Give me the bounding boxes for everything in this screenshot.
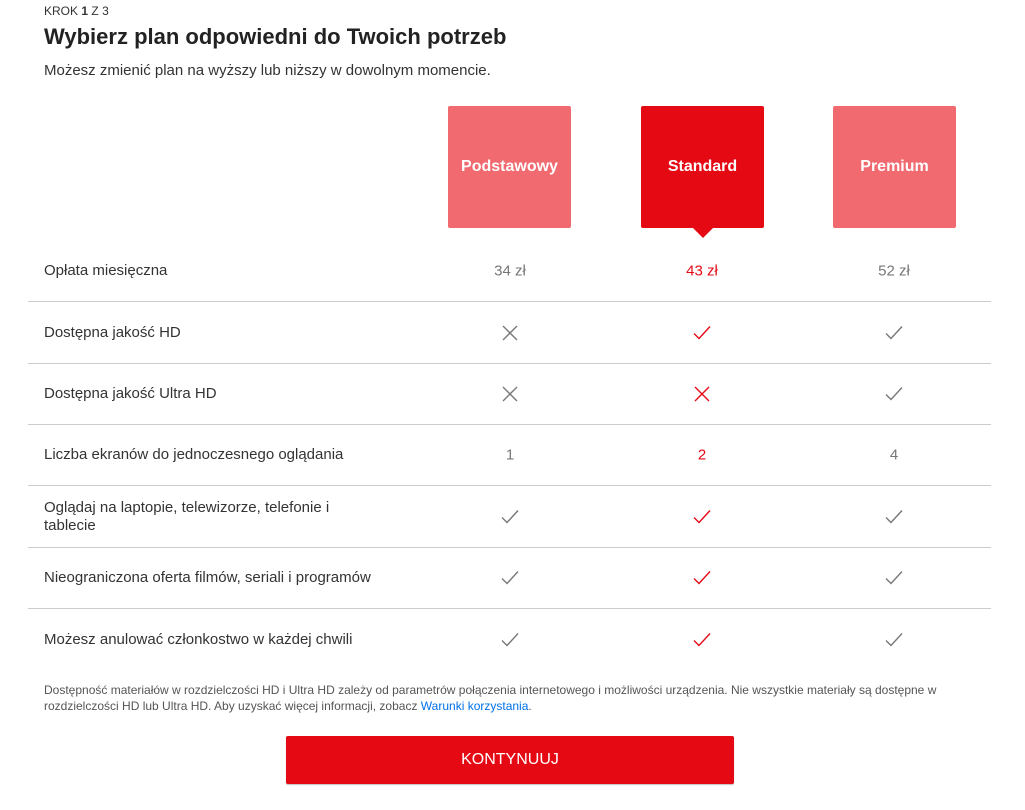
check-icon xyxy=(884,507,904,527)
check-icon xyxy=(692,507,712,527)
row-label: Liczba ekranów do jednoczesnego oglądania xyxy=(44,446,344,463)
table-row xyxy=(28,241,991,302)
plan-name: Standard xyxy=(667,158,738,175)
plan-podstawowy[interactable] xyxy=(448,106,571,228)
cell-value: 4 xyxy=(889,446,899,464)
plan-name: Podstawowy xyxy=(461,158,558,175)
table-row xyxy=(28,609,991,670)
row-label: Oglądaj na laptopie, telewizorze, telefonie i tablecie xyxy=(44,499,330,534)
table-row xyxy=(28,425,991,486)
plan-name: Premium xyxy=(860,158,929,175)
cell-value: 34 zł xyxy=(494,262,526,280)
row-label: Nieograniczona oferta filmów, seriali i programów xyxy=(44,569,371,586)
plan-standard[interactable] xyxy=(641,106,764,228)
check-icon xyxy=(500,568,520,588)
check-icon xyxy=(884,323,904,343)
row-label: Dostępna jakość Ultra HD xyxy=(44,385,217,402)
row-label: Dostępna jakość HD xyxy=(44,324,181,341)
cell-value: 2 xyxy=(697,446,707,464)
terms-link[interactable]: Warunki korzystania xyxy=(420,699,529,713)
check-icon xyxy=(500,507,520,527)
cell-value: 1 xyxy=(505,446,515,464)
continue-button[interactable]: KONTYNUUJ xyxy=(286,736,734,784)
check-icon xyxy=(692,630,712,650)
step-indicator: KROK 1 Z 3 xyxy=(44,4,109,18)
row-label: Możesz anulować członkostwo w każdej chwili xyxy=(44,630,353,648)
plan-premium[interactable] xyxy=(833,106,956,228)
cross-icon xyxy=(500,323,520,343)
cross-icon xyxy=(500,384,520,404)
cross-icon xyxy=(692,384,712,404)
cell-value: 43 zł xyxy=(686,262,718,280)
row-label: Opłata miesięczna xyxy=(44,262,168,279)
page-subtitle: Możesz zmienić plan na wyższy lub niższy w dowolnym momencie. xyxy=(44,62,491,79)
cell-value: 52 zł xyxy=(878,262,910,280)
table-row xyxy=(28,303,991,364)
page-title: Wybierz plan odpowiedni do Twoich potrzeb xyxy=(44,24,507,49)
check-icon xyxy=(692,323,712,343)
footnote: Dostępność materiałów w rozdzielczości HD i Ultra HD zależy od parametrów połączenia internetowego i możliwości urządzenia. Nie wszystkie materiały są dostępne w rozdzielczości HD lub Ultra HD. Aby uzyskać więcej informacji, zobacz Warunki korzystania. xyxy=(44,683,937,713)
check-icon xyxy=(500,630,520,650)
table-row xyxy=(28,548,991,609)
table-row xyxy=(28,364,991,425)
check-icon xyxy=(884,630,904,650)
check-icon xyxy=(884,384,904,404)
check-icon xyxy=(884,568,904,588)
table-row xyxy=(28,487,991,548)
check-icon xyxy=(692,568,712,588)
